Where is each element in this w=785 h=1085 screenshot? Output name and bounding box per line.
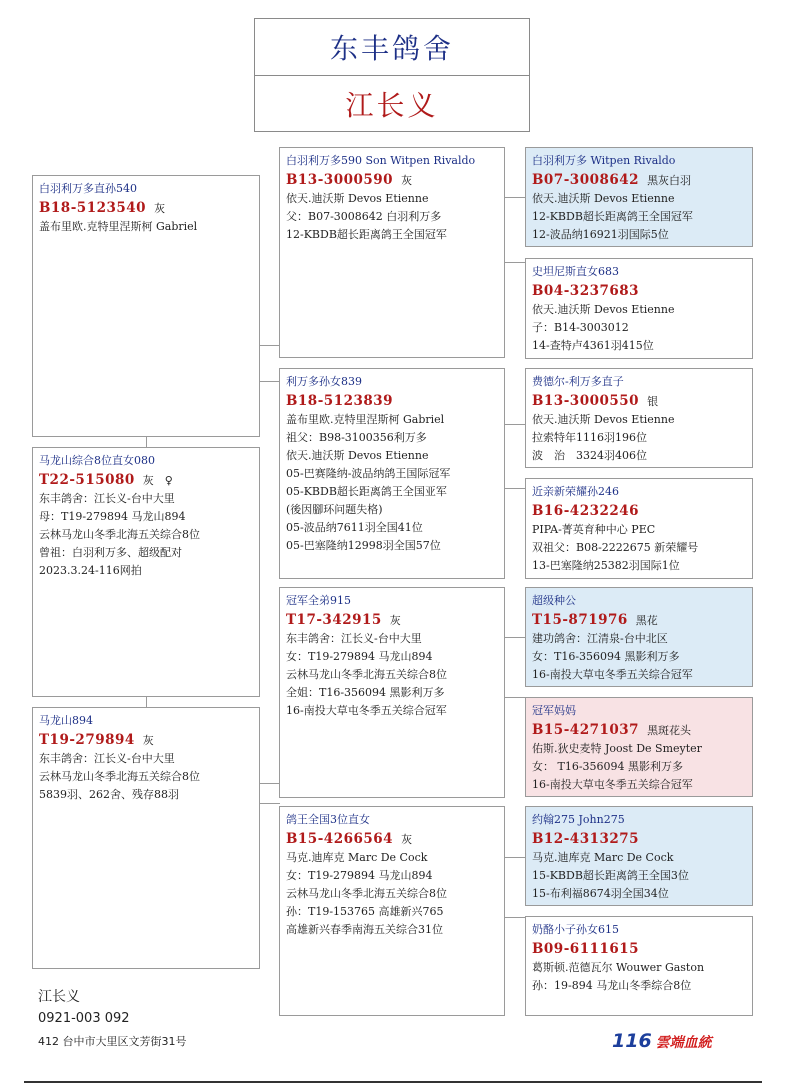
pigeon-card-dam-080[interactable]	[32, 447, 260, 697]
pigeon-title: 白羽利万多590 Son Witpen Rivaldo	[286, 154, 476, 167]
pigeon-note: 东丰鸽舍：江长义-台中大里	[286, 632, 422, 645]
pigeon-note: 女： T16-356094 黑影利万多	[532, 760, 684, 773]
pigeon-note: 拉索特年1116羽196位	[532, 431, 647, 444]
pigeon-ring-line	[532, 720, 746, 740]
pigeon-note: 马克.迪库克 Marc De Cock	[532, 851, 674, 864]
pigeon-ring-line	[532, 939, 746, 959]
pigeon-ring-number: B09-6111615	[532, 941, 640, 957]
pigeon-ring-line	[532, 501, 746, 521]
owner-name-row	[255, 76, 529, 132]
pigeon-card-grandsire-1[interactable]	[525, 147, 753, 247]
pigeon-ring-line	[39, 470, 253, 490]
pigeon-ring-line	[286, 610, 498, 630]
pigeon-note: 5839羽、262舍、残存88羽	[39, 788, 179, 801]
pigeon-title: 冠军妈妈	[532, 704, 576, 717]
connector-line	[146, 697, 147, 707]
pigeon-note: 孙：19-894 马龙山冬季综合8位	[532, 979, 692, 992]
pigeon-title: 史坦尼斯直女683	[532, 265, 619, 278]
pigeon-card-granddam-4[interactable]	[525, 916, 753, 1016]
pigeon-note: 15-KBDB超长距离鸽王全国3位	[532, 869, 689, 882]
pigeon-note: 云林马龙山冬季北海五关综合8位	[286, 668, 447, 681]
pigeon-ring-number: B12-4313275	[532, 831, 640, 847]
pigeon-color: 灰	[401, 833, 413, 846]
connector-line	[504, 197, 526, 198]
pigeon-note: 13-巴塞隆纳25382羽国际1位	[532, 559, 680, 572]
pigeon-color: 灰	[401, 174, 413, 187]
pigeon-ring-line	[532, 829, 746, 849]
pigeon-card-dam[interactable]	[279, 368, 505, 579]
pigeon-note: 女：T16-356094 黑影利万多	[532, 650, 680, 663]
pigeon-title: 近亲新荣耀孙246	[532, 485, 619, 498]
pigeon-ring-line	[532, 610, 746, 630]
pigeon-color: 灰	[154, 202, 166, 215]
pigeon-title: 马龙山综合8位直女080	[39, 454, 155, 467]
pigeon-note: 云林马龙山冬季北海五关综合8位	[286, 887, 447, 900]
connector-line	[259, 345, 280, 346]
pigeon-ring-number: T22-515080	[39, 472, 135, 488]
pigeon-note: 波 治 3324羽406位	[532, 449, 647, 462]
pigeon-title: 马龙山894	[39, 714, 93, 727]
pedigree-header	[254, 18, 530, 132]
pigeon-ring-number: B15-4266564	[286, 831, 394, 847]
owner-phone[interactable]: 0921-003 092	[38, 1011, 130, 1026]
owner-name: 江长义	[345, 89, 439, 122]
cloud-pedigree-logo[interactable]	[612, 1030, 712, 1052]
pigeon-note: 双祖父：B08-2222675 新荣耀号	[532, 541, 699, 554]
pigeon-note: (後因腳环问题失格)	[286, 503, 383, 516]
pigeon-color: 灰 ♀	[142, 474, 173, 487]
pigeon-note: 祖父：B98-3100356利万多	[286, 431, 427, 444]
pigeon-note: 云林马龙山冬季北海五关综合8位	[39, 528, 200, 541]
pigeon-note: 全姐：T16-356094 黑影利万多	[286, 686, 445, 699]
connector-line	[504, 857, 526, 858]
pigeon-ring-number: B13-3000550	[532, 393, 640, 409]
pigeon-ring-number: B07-3008642	[532, 172, 640, 188]
pigeon-ring-number: B15-4271037	[532, 722, 640, 738]
pigeon-card-granddam-1[interactable]	[525, 258, 753, 359]
pigeon-ring-number: B18-5123839	[286, 393, 394, 409]
pigeon-card-grandsire-4[interactable]	[525, 806, 753, 906]
pigeon-ring-line	[286, 829, 498, 849]
pigeon-note: 马克.迪库克 Marc De Cock	[286, 851, 428, 864]
pigeon-card-granddam-3[interactable]	[525, 697, 753, 797]
pigeon-ring-number: T19-279894	[39, 732, 135, 748]
pigeon-note: 建功鸽舍：江清泉-台中北区	[532, 632, 668, 645]
pigeon-ring-line	[532, 391, 746, 411]
pigeon-note: PIPA-菁英育种中心 PEC	[532, 523, 656, 536]
pigeon-card-grandsire-3[interactable]	[525, 587, 753, 687]
pigeon-note: 05-波品纳7611羽全国41位	[286, 521, 423, 534]
pigeon-note: 16-南投大草屯冬季五关综合冠军	[532, 778, 693, 791]
pigeon-color: 灰	[389, 614, 401, 627]
pigeon-note: 12-KBDB超长距离鸽王全国冠军	[286, 228, 447, 241]
pigeon-note: 依天.迪沃斯 Devos Etienne	[532, 192, 675, 205]
pigeon-title: 利万多孙女839	[286, 375, 362, 388]
pigeon-card-sire[interactable]	[279, 147, 505, 358]
pigeon-note: 12-波品纳16921羽国际5位	[532, 228, 669, 241]
pigeon-note: 15-布利福8674羽全国34位	[532, 887, 669, 900]
pigeon-note: 盖布里欧.克特里涅斯柯 Gabriel	[286, 413, 445, 426]
pigeon-note: 高雄新兴春季南海五关综合31位	[286, 923, 443, 936]
owner-contact-name: 江长义	[38, 989, 80, 1005]
pigeon-color: 黑斑花头	[647, 724, 692, 737]
pigeon-note: 葛斯顿.范德瓦尔 Wouwer Gaston	[532, 961, 705, 974]
connector-line	[504, 262, 526, 263]
pigeon-ring-number: B04-3237683	[532, 283, 640, 299]
pigeon-title: 鸽王全国3位直女	[286, 813, 370, 826]
pigeon-card-subject[interactable]	[32, 175, 260, 437]
pigeon-color: 黑灰白羽	[647, 174, 692, 187]
pigeon-note: 依天.迪沃斯 Devos Etienne	[532, 413, 675, 426]
pigeon-ring-line	[532, 281, 746, 301]
pigeon-note: 云林马龙山冬季北海五关综合8位	[39, 770, 200, 783]
connector-line	[146, 437, 147, 447]
pigeon-card-sire-2[interactable]	[279, 587, 505, 798]
loft-name: 东丰鸽舍	[329, 32, 454, 65]
pigeon-note: 子：B14-3003012	[532, 321, 629, 334]
connector-line	[259, 803, 280, 804]
pigeon-note: 父：B07-3008642 白羽利万多	[286, 210, 442, 223]
pigeon-ring-number: T15-871976	[532, 612, 628, 628]
pigeon-note: 女：T19-279894 马龙山894	[286, 869, 433, 882]
connector-line	[259, 783, 280, 784]
connector-line	[504, 424, 526, 425]
owner-address: 412 台中市大里区文芳街31号	[38, 1035, 187, 1048]
pigeon-note: 东丰鸽舍：江长义-台中大里	[39, 752, 175, 765]
pigeon-note: 盖布里欧.克特里涅斯柯 Gabriel	[39, 220, 198, 233]
pigeon-note: 14-查特卢4361羽415位	[532, 339, 654, 352]
pigeon-ring-line	[286, 391, 498, 411]
pigeon-note: 2023.3.24-116网拍	[39, 564, 142, 577]
pigeon-card-grandsire-2[interactable]	[525, 368, 753, 468]
logo-text: 雲端血統	[655, 1035, 712, 1051]
pigeon-note: 依天.迪沃斯 Devos Etienne	[286, 192, 429, 205]
connector-line	[504, 697, 526, 698]
connector-line	[259, 381, 280, 382]
pigeon-card-granddam-2[interactable]	[525, 478, 753, 579]
pigeon-note: 05-KBDB超长距离鸽王全国亚军	[286, 485, 447, 498]
logo-number: 116	[612, 1030, 652, 1052]
pigeon-note: 女：T19-279894 马龙山894	[286, 650, 433, 663]
pigeon-ring-number: T17-342915	[286, 612, 382, 628]
pigeon-ring-line	[532, 170, 746, 190]
pigeon-note: 12-KBDB超长距离鸽王全国冠军	[532, 210, 693, 223]
pigeon-color: 黑花	[635, 614, 658, 627]
pigeon-ring-line	[286, 170, 498, 190]
pigeon-note: 16-南投大草屯冬季五关综合冠军	[286, 704, 447, 717]
pigeon-note: 曾祖：白羽利万多、超级配对	[39, 546, 182, 559]
pigeon-ring-number: B16-4232246	[532, 503, 640, 519]
pigeon-card-894[interactable]	[32, 707, 260, 969]
pigeon-title: 奶酪小子孙女615	[532, 923, 619, 936]
pigeon-note: 16-南投大草屯冬季五关综合冠军	[532, 668, 693, 681]
pigeon-title: 约翰275 John275	[532, 813, 625, 826]
pigeon-title: 超级种公	[532, 594, 576, 607]
pigeon-color: 银	[647, 395, 659, 408]
pigeon-ring-line	[39, 198, 253, 218]
pigeon-note: 05-巴塞隆纳12998羽全国57位	[286, 539, 441, 552]
connector-line	[504, 917, 526, 918]
pigeon-note: 依天.迪沃斯 Devos Etienne	[532, 303, 675, 316]
bottom-divider	[24, 1081, 762, 1083]
pigeon-ring-number: B13-3000590	[286, 172, 394, 188]
pigeon-note: 佑斯.狄史麦特 Joost De Smeyter	[532, 742, 702, 755]
loft-name-row	[255, 19, 529, 76]
pigeon-note: 母：T19-279894 马龙山894	[39, 510, 186, 523]
pigeon-ring-line	[39, 730, 253, 750]
pigeon-title: 白羽利万多 Witpen Rivaldo	[532, 154, 676, 167]
pigeon-title: 冠军全弟915	[286, 594, 351, 607]
pigeon-note: 孙：T19-153765 高雄新兴765	[286, 905, 444, 918]
connector-line	[504, 488, 526, 489]
pigeon-note: 依天.迪沃斯 Devos Etienne	[286, 449, 429, 462]
pigeon-title: 白羽利万多直孙540	[39, 182, 137, 195]
pigeon-note: 东丰鸽舍：江长义-台中大里	[39, 492, 175, 505]
pigeon-color: 灰	[142, 734, 154, 747]
pigeon-note: 05-巴赛隆纳-波品纳鸽王国际冠军	[286, 467, 451, 480]
connector-line	[504, 637, 526, 638]
pigeon-title: 费德尔-利万多直子	[532, 375, 624, 388]
pigeon-ring-number: B18-5123540	[39, 200, 147, 216]
pigeon-card-dam-2[interactable]	[279, 806, 505, 1016]
